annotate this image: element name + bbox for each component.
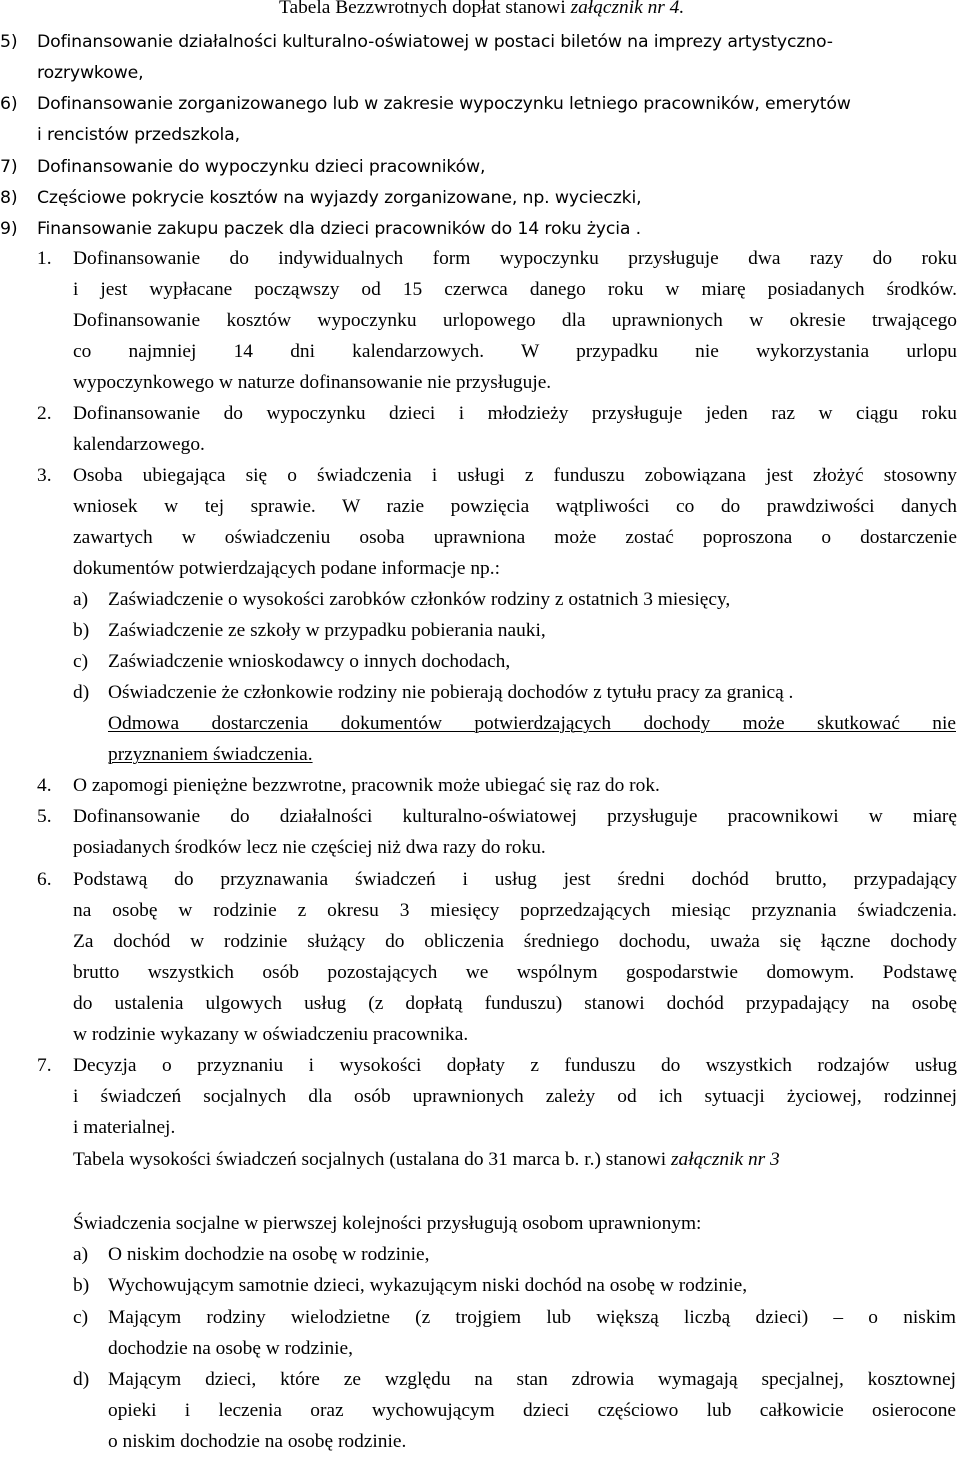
- intro-text: Tabela Bezzwrotnych dopłat stanowi: [279, 0, 571, 18]
- table-note-text: Tabela wysokości świadczeń socjalnych (ustalana do 31 marca b. r.) stanowi: [73, 1149, 671, 1170]
- priority-letter: d): [73, 1369, 90, 1390]
- list-item-number: 7): [0, 157, 18, 177]
- list-item-text: i rencistów przedszkola,: [37, 125, 240, 145]
- list-item-number: 5): [0, 32, 18, 52]
- paragraph-text: Decyzja o przyznaniu i wysokości dopłaty z funduszu do wszystkich rodzajów usług: [73, 1055, 957, 1076]
- priority-letter: c): [73, 1307, 89, 1328]
- paragraph-text: kalendarzowego.: [73, 434, 205, 455]
- paragraph-number: 3.: [37, 465, 52, 486]
- paragraph-number: 5.: [37, 806, 52, 827]
- paragraph-number: 6.: [37, 869, 52, 890]
- paragraph-number: 4.: [37, 775, 52, 796]
- table-note-attachment-ref: załącznik nr 3: [670, 1149, 780, 1170]
- paragraph-text: Dofinansowanie kosztów wypoczynku urlopowego dla uprawnionych w okresie trwającego: [73, 310, 957, 331]
- paragraph-text: posiadanych środków lecz nie częściej niż dwa razy do roku.: [73, 837, 546, 858]
- paragraph-text: zawartych w oświadczeniu osoba uprawniona może zostać poproszona o dostarczenie: [73, 527, 957, 548]
- sublist-item: Oświadczenie że członkowie rodziny nie pobierają dochodów z tytułu pracy za granicą .: [108, 682, 794, 703]
- priority-letter: a): [73, 1244, 89, 1265]
- sublist-letter: c): [73, 651, 89, 672]
- refusal-note-text: Odmowa dostarczenia dokumentów potwierdzających dochody może skutkować nie: [108, 713, 956, 734]
- list-item-text: Finansowanie zakupu paczek dla dzieci pracowników do 14 roku życia .: [37, 219, 641, 239]
- paragraph-text: O zapomogi pieniężne bezzwrotne, pracownik może ubiegać się raz do rok.: [73, 775, 660, 796]
- priority-heading: Świadczenia socjalne w pierwszej kolejności przysługują osobom uprawnionym:: [73, 1213, 702, 1234]
- paragraph-text: Podstawą do przyznawania świadczeń i usług jest średni dochód brutto, przypadający: [73, 869, 957, 890]
- paragraph-text: w rodzinie wykazany w oświadczeniu pracownika.: [73, 1024, 469, 1045]
- paragraph-text: Osoba ubiegająca się o świadczenia i usługi z funduszu zobowiązana jest złożyć stosowny: [73, 465, 957, 486]
- priority-item: o niskim dochodzie na osobę rodzinie.: [108, 1431, 407, 1452]
- paragraph-text: dokumentów potwierdzających podane informacje np.:: [73, 558, 500, 579]
- list-item-number: 6): [0, 94, 18, 114]
- sublist-letter: b): [73, 620, 90, 641]
- list-item-text: rozrywkowe,: [37, 63, 144, 83]
- list-item-text: Dofinansowanie zorganizowanego lub w zakresie wypoczynku letniego pracowników, emerytów: [37, 94, 851, 114]
- paragraph-text: Dofinansowanie do indywidualnych form wypoczynku przysługuje dwa razy do roku: [73, 248, 957, 269]
- refusal-note-text: przyznaniem świadczenia.: [108, 744, 313, 765]
- paragraph-text: Dofinansowanie do działalności kulturalno-oświatowej przysługuje pracownikowi w miarę: [73, 806, 957, 827]
- list-item-text: Dofinansowanie działalności kulturalno-oświatowej w postaci biletów na imprezy artystyczno-: [37, 32, 833, 52]
- priority-item: dochodzie na osobę w rodzinie,: [108, 1338, 353, 1359]
- paragraph-text: na osobę w rodzinie z okresu 3 miesięcy poprzedzających miesiąc przyznania świadczenia.: [73, 900, 957, 921]
- sublist-item: Zaświadczenie wnioskodawcy o innych dochodach,: [108, 651, 511, 672]
- list-item-number: 9): [0, 219, 18, 239]
- paragraph-text: do ustalenia ulgowych usług (z dopłatą funduszu) stanowi dochód przypadający na osobę: [73, 993, 957, 1014]
- paragraph-text: i jest wypłacane począwszy od 15 czerwca danego roku w miarę posiadanych środków.: [73, 279, 957, 300]
- intro-line: [279, 0, 684, 23]
- intro-attachment-ref: załącznik nr 4.: [570, 0, 685, 18]
- priority-letter: b): [73, 1275, 90, 1296]
- sublist-item: Zaświadczenie ze szkoły w przypadku pobierania nauki,: [108, 620, 546, 641]
- paragraph-text: i materialnej.: [73, 1117, 176, 1138]
- priority-item: opieki i leczenia oraz wychowującym dzieci częściowo lub całkowicie osierocone: [108, 1400, 956, 1421]
- paragraph-text: wypoczynkowego w naturze dofinansowanie nie przysługuje.: [73, 372, 552, 393]
- paragraph-text: brutto wszystkich osób pozostających we wspólnym gospodarstwie domowym. Podstawę: [73, 962, 957, 983]
- priority-item: Wychowującym samotnie dzieci, wykazującym niski dochód na osobę w rodzinie,: [108, 1275, 748, 1296]
- table-note: [73, 1144, 780, 1175]
- paragraph-number: 1.: [37, 248, 52, 269]
- paragraph-text: co najmniej 14 dni kalendarzowych. W przypadku nie wykorzystania urlopu: [73, 341, 957, 362]
- list-item-text: Częściowe pokrycie kosztów na wyjazdy zorganizowane, np. wycieczki,: [37, 188, 642, 208]
- paragraph-text: wniosek w tej sprawie. W razie powzięcia wątpliwości co do prawdziwości danych: [73, 496, 957, 517]
- sublist-letter: d): [73, 682, 90, 703]
- paragraph-text: Dofinansowanie do wypoczynku dzieci i młodzieży przysługuje jeden raz w ciągu roku: [73, 403, 957, 424]
- paragraph-text: Za dochód w rodzinie służący do obliczenia średniego dochodu, uważa się łączne dochody: [73, 931, 957, 952]
- list-item-text: Dofinansowanie do wypoczynku dzieci pracowników,: [37, 157, 486, 177]
- sublist-letter: a): [73, 589, 89, 610]
- paragraph-number: 2.: [37, 403, 52, 424]
- priority-item: O niskim dochodzie na osobę w rodzinie,: [108, 1244, 430, 1265]
- sublist-item: Zaświadczenie o wysokości zarobków członków rodziny z ostatnich 3 miesięcy,: [108, 589, 731, 610]
- priority-item: Mającym dzieci, które ze względu na stan zdrowia wymagają specjalnej, kosztownej: [108, 1369, 956, 1390]
- priority-item: Mającym rodziny wielodzietne (z trojgiem lub większą liczbą dzieci) – o niskim: [108, 1307, 956, 1328]
- list-item-number: 8): [0, 188, 18, 208]
- paragraph-text: i świadczeń socjalnych dla osób uprawnionych zależy od ich sytuacji życiowej, rodzinnej: [73, 1086, 957, 1107]
- paragraph-number: 7.: [37, 1055, 52, 1076]
